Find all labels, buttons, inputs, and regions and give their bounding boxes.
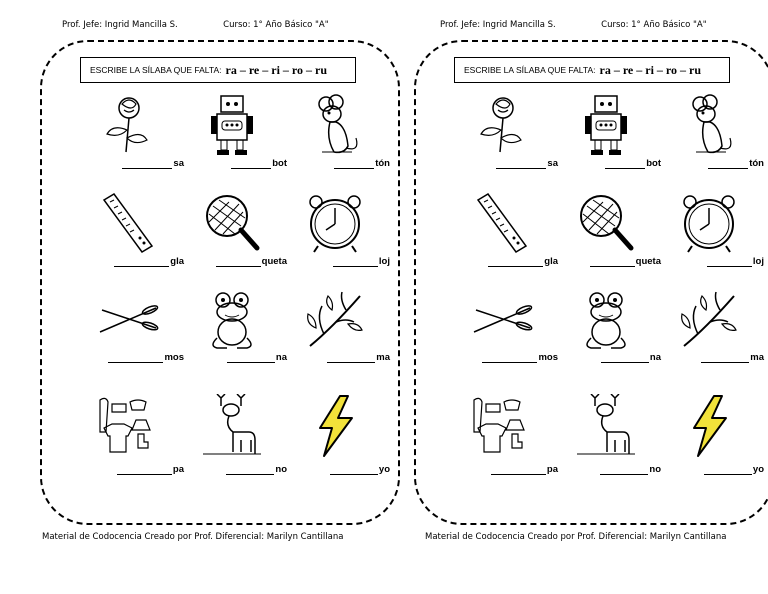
blank-line[interactable] — [122, 167, 172, 169]
lightning-icon — [302, 394, 368, 458]
answer-blank[interactable] — [654, 158, 764, 169]
header-right — [440, 20, 707, 30]
blank-line[interactable] — [488, 265, 543, 267]
answer-blank[interactable] — [177, 158, 287, 169]
answer-blank[interactable] — [280, 256, 390, 267]
word-suffix: yo — [752, 464, 764, 475]
answer-blank[interactable] — [280, 352, 390, 363]
instruction-box — [80, 57, 356, 83]
footer-left: Material de Codocencia Creado por Prof. Diferencial: Marilyn Cantillana — [42, 532, 344, 542]
word-suffix: pa — [546, 464, 558, 475]
answer-blank[interactable] — [74, 464, 184, 475]
teacher-name: Prof. Jefe: Ingrid Mancilla S. — [62, 20, 178, 30]
blank-line[interactable] — [600, 473, 648, 475]
worksheet-card-left — [40, 40, 400, 525]
oars-icon — [470, 288, 536, 352]
exercise-item — [448, 394, 558, 504]
course-name: Curso: 1° Año Básico "A" — [223, 20, 329, 30]
robot-icon — [573, 94, 639, 158]
word-suffix: gla — [544, 256, 558, 267]
answer-blank[interactable] — [280, 158, 390, 169]
answer-blank[interactable] — [654, 464, 764, 475]
exercise-item — [280, 394, 390, 504]
blank-line[interactable] — [482, 361, 537, 363]
blank-line[interactable] — [226, 473, 274, 475]
word-suffix: no — [275, 464, 287, 475]
blank-line[interactable] — [601, 361, 649, 363]
blank-line[interactable] — [704, 473, 752, 475]
blank-line[interactable] — [330, 473, 378, 475]
exercise-item — [551, 94, 661, 204]
lightning-icon — [676, 394, 742, 458]
answer-blank[interactable] — [448, 352, 558, 363]
exercise-item — [654, 94, 764, 204]
teacher-name: Prof. Jefe: Ingrid Mancilla S. — [440, 20, 556, 30]
rose-icon — [96, 94, 162, 158]
answer-blank[interactable] — [551, 464, 661, 475]
answer-blank[interactable] — [177, 352, 287, 363]
exercise-item — [654, 394, 764, 504]
blank-line[interactable] — [708, 167, 748, 169]
blank-line[interactable] — [333, 265, 378, 267]
exercise-item — [74, 394, 184, 504]
clothes-icon — [96, 394, 162, 458]
reindeer-icon — [573, 394, 639, 458]
word-suffix: loj — [752, 256, 764, 267]
word-suffix: mos — [538, 352, 558, 363]
exercise-item — [448, 94, 558, 204]
exercise-item — [448, 192, 558, 302]
answer-blank[interactable] — [654, 256, 764, 267]
word-suffix: queta — [261, 256, 287, 267]
word-suffix: bot — [272, 158, 287, 169]
clock-icon — [676, 192, 742, 256]
word-suffix: na — [649, 352, 661, 363]
exercise-item — [654, 288, 764, 398]
frog-icon — [199, 288, 265, 352]
answer-blank[interactable] — [654, 352, 764, 363]
footer-right: Material de Codocencia Creado por Prof. Diferencial: Marilyn Cantillana — [425, 532, 727, 542]
oars-icon — [96, 288, 162, 352]
header-left — [62, 20, 329, 30]
exercise-item — [654, 192, 764, 302]
exercise-item — [74, 192, 184, 302]
answer-blank[interactable] — [280, 464, 390, 475]
instruction-box — [454, 57, 730, 83]
word-suffix: yo — [378, 464, 390, 475]
blank-line[interactable] — [114, 265, 169, 267]
exercise-item — [177, 288, 287, 398]
answer-blank[interactable] — [177, 464, 287, 475]
instruction-label: ESCRIBE LA SÍLABA QUE FALTA: — [464, 65, 596, 75]
worksheet-card-right — [414, 40, 768, 525]
word-suffix: sa — [547, 158, 558, 169]
mouse-icon — [676, 94, 742, 158]
word-suffix: loj — [378, 256, 390, 267]
word-suffix: ma — [376, 352, 390, 363]
blank-line[interactable] — [496, 167, 546, 169]
answer-blank[interactable] — [74, 256, 184, 267]
mouse-icon — [302, 94, 368, 158]
answer-blank[interactable] — [448, 158, 558, 169]
course-name: Curso: 1° Año Básico "A" — [601, 20, 707, 30]
word-suffix: ma — [750, 352, 764, 363]
rose-icon — [470, 94, 536, 158]
ruler-icon — [470, 192, 536, 256]
answer-blank[interactable] — [551, 158, 661, 169]
word-suffix: tón — [375, 158, 390, 169]
exercise-item — [448, 288, 558, 398]
exercise-item — [74, 288, 184, 398]
exercise-item — [280, 288, 390, 398]
word-suffix: mos — [164, 352, 184, 363]
blank-line[interactable] — [701, 361, 749, 363]
frog-icon — [573, 288, 639, 352]
racket-icon — [573, 192, 639, 256]
answer-blank[interactable] — [448, 256, 558, 267]
exercise-item — [551, 192, 661, 302]
blank-line[interactable] — [334, 167, 374, 169]
answer-blank[interactable] — [177, 256, 287, 267]
instruction-label: ESCRIBE LA SÍLABA QUE FALTA: — [90, 65, 222, 75]
answer-blank[interactable] — [448, 464, 558, 475]
ruler-icon — [96, 192, 162, 256]
exercise-item — [280, 94, 390, 204]
blank-line[interactable] — [227, 361, 275, 363]
instruction-syllables: ra – re – ri – ro – ru — [225, 62, 328, 77]
word-suffix: queta — [635, 256, 661, 267]
exercise-item — [177, 394, 287, 504]
blank-line[interactable] — [327, 361, 375, 363]
branch-icon — [676, 288, 742, 352]
reindeer-icon — [199, 394, 265, 458]
word-suffix: bot — [646, 158, 661, 169]
blank-line[interactable] — [216, 265, 261, 267]
blank-line[interactable] — [108, 361, 163, 363]
clothes-icon — [470, 394, 536, 458]
exercise-item — [177, 192, 287, 302]
blank-line[interactable] — [590, 265, 635, 267]
word-suffix: sa — [173, 158, 184, 169]
answer-blank[interactable] — [551, 256, 661, 267]
branch-icon — [302, 288, 368, 352]
racket-icon — [199, 192, 265, 256]
exercise-item — [551, 288, 661, 398]
answer-blank[interactable] — [74, 158, 184, 169]
blank-line[interactable] — [605, 167, 645, 169]
blank-line[interactable] — [117, 473, 172, 475]
exercise-item — [177, 94, 287, 204]
clock-icon — [302, 192, 368, 256]
word-suffix: tón — [749, 158, 764, 169]
word-suffix: na — [275, 352, 287, 363]
word-suffix: pa — [172, 464, 184, 475]
answer-blank[interactable] — [551, 352, 661, 363]
exercise-item — [280, 192, 390, 302]
exercise-item — [74, 94, 184, 204]
instruction-syllables: ra – re – ri – ro – ru — [599, 62, 702, 77]
exercise-item — [551, 394, 661, 504]
word-suffix: gla — [170, 256, 184, 267]
blank-line[interactable] — [231, 167, 271, 169]
robot-icon — [199, 94, 265, 158]
answer-blank[interactable] — [74, 352, 184, 363]
blank-line[interactable] — [707, 265, 752, 267]
blank-line[interactable] — [491, 473, 546, 475]
word-suffix: no — [649, 464, 661, 475]
